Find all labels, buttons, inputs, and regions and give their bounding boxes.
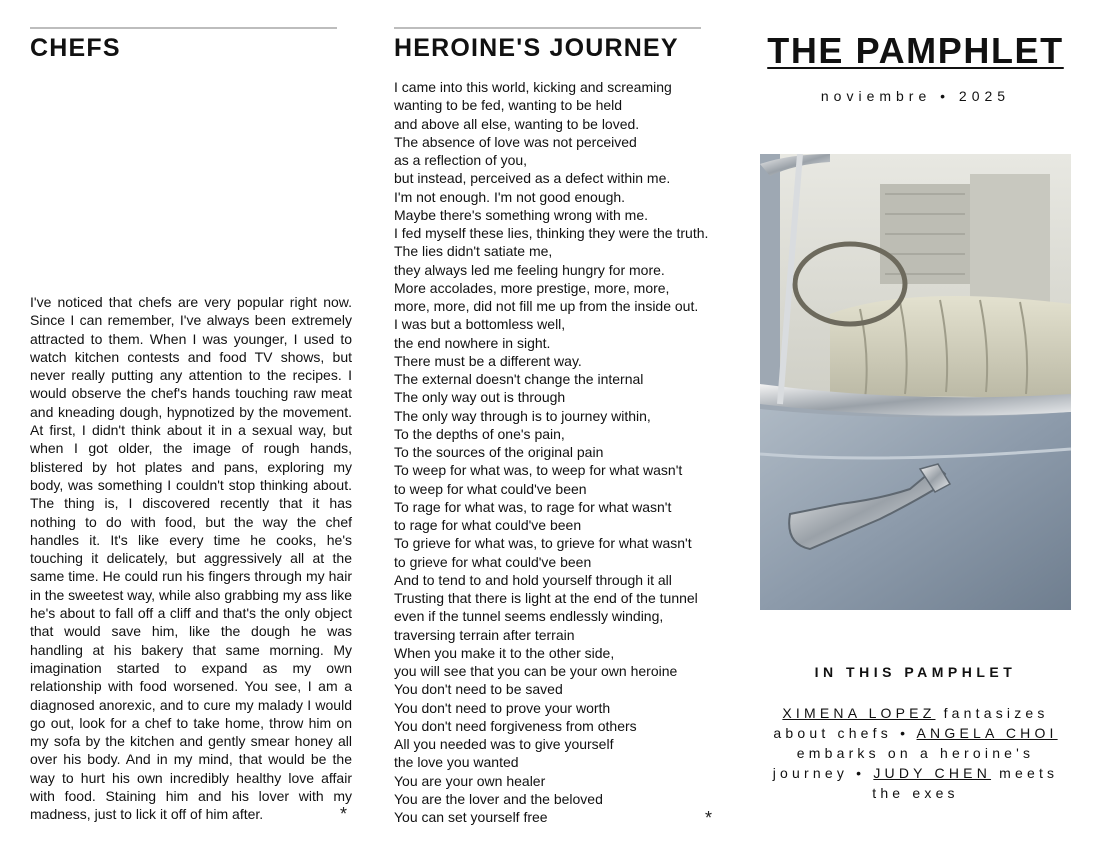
- poem-line: To the depths of one's pain,: [394, 425, 565, 442]
- paragraph-line: touching it delicately, but aggressively all at the: [30, 550, 352, 567]
- poem-line: as a reflection of you,: [394, 152, 528, 168]
- masthead-column: [760, 0, 1071, 850]
- end-mark: *: [340, 804, 348, 824]
- chefs-column: [30, 0, 352, 850]
- toc-author: ANGELA CHOI: [916, 725, 1058, 741]
- poem-line: You don't need to be saved: [394, 681, 563, 698]
- paragraph-line: watch kitchen contests and food TV shows, but: [30, 348, 352, 365]
- toc-author: XIMENA LOPEZ: [782, 705, 936, 721]
- poem-line: to rage for what could've been: [394, 517, 582, 533]
- paragraph-line: The thing is, I discovered recently that it has: [30, 495, 352, 512]
- paragraph-line: with food. Staining him and his lover with my: [30, 788, 352, 805]
- paragraph-line: Since I can remember, I've always been extremely: [30, 312, 352, 329]
- poem-line: You don't need forgiveness from others: [394, 717, 637, 734]
- paragraph-line: madness, just to lick it off of him after.: [30, 806, 264, 823]
- poem-line: Trusting that there is light at the end of the tunnel: [394, 590, 698, 606]
- toc-separator: •: [900, 725, 910, 741]
- toc-heading: IN THIS PAMPHLET: [814, 664, 1017, 680]
- table-of-contents: [760, 703, 1071, 803]
- heroine-poem: [394, 78, 716, 826]
- paragraph-line: way to hurt his own incredibly healthy love affair: [30, 769, 352, 786]
- paragraph-line: never really putting any attention to the recipes. I: [30, 367, 352, 384]
- paragraph-line: he's about to fall off a cliff and that's the only object: [30, 605, 352, 622]
- poem-line: The only way out is through: [394, 389, 566, 406]
- poem-line: All you needed was to give yourself: [394, 736, 614, 752]
- paragraph-line: nothing to do with food, but the way the chef: [30, 513, 352, 530]
- toc-separator: •: [856, 765, 866, 781]
- poem-line: but instead, perceived as a defect within me.: [394, 170, 671, 187]
- poem-line: When you make it to the other side,: [394, 644, 615, 661]
- chefs-paragraph: [30, 293, 352, 824]
- column-rule: [30, 27, 337, 29]
- poem-line: To the sources of the original pain: [394, 444, 604, 460]
- poem-line: The absence of love was not perceived: [394, 133, 637, 150]
- poem-line: To weep for what was, to weep for what wasn't: [394, 462, 683, 479]
- poem-line: The only way through is to journey within,: [394, 407, 651, 424]
- column-rule: [394, 27, 701, 29]
- paragraph-line: handling at his bakery that same morning. My: [30, 641, 352, 658]
- poem-line: And to tend to and hold yourself through it all: [394, 571, 672, 588]
- poem-line: to weep for what could've been: [394, 480, 587, 497]
- poem-line: traversing terrain after terrain: [394, 626, 575, 643]
- poem-line: and above all else, wanting to be loved.: [394, 115, 640, 132]
- poem-line: The external doesn't change the internal: [394, 371, 644, 387]
- paragraph-line: my sofa by the kitchen and gently smear honey all: [30, 733, 352, 750]
- poem-line: more, more, did not fill me up from the inside out.: [394, 298, 699, 314]
- paragraph-line: in the sweetest way, while also grabbing my ass like: [30, 586, 352, 603]
- paragraph-line: over his body. And in my mind, that would be the: [30, 751, 352, 768]
- paragraph-line: diagnosed anorexic, and to cure my malady I would: [30, 696, 352, 713]
- heroine-column: [394, 0, 716, 850]
- paragraph-line: body, was something I couldn't stop thinking about.: [30, 476, 352, 493]
- poem-line: More accolades, more prestige, more, more,: [394, 279, 670, 296]
- heroine-heading: HEROINE'S JOURNEY: [394, 34, 679, 62]
- poem-line: I came into this world, kicking and screaming: [394, 79, 672, 95]
- paragraph-line: that would save him, like the dough he was: [30, 623, 352, 640]
- paragraph-line: go out, look for a chef to take home, throw him on: [30, 714, 352, 731]
- paragraph-line: would observe the chef's hands touching raw meat: [30, 385, 352, 402]
- poem-line: I'm not enough. I'm not good enough.: [394, 188, 626, 205]
- poem-line: the love you wanted: [394, 754, 519, 771]
- car-interior-photo: [760, 154, 1071, 610]
- issue-date: noviembre • 2025: [820, 88, 1011, 104]
- paragraph-line: imagination started to expand as my own: [30, 659, 352, 676]
- pamphlet-title: THE PAMPHLET: [767, 30, 1064, 71]
- paragraph-line: when I got older, the image of rough hands,: [30, 440, 352, 457]
- poem-line: wanting to be fed, wanting to be held: [394, 97, 623, 114]
- poem-line: The lies didn't satiate me,: [394, 243, 553, 260]
- poem-line: the end nowhere in sight.: [394, 334, 551, 351]
- poem-line: to grieve for what could've been: [394, 553, 592, 570]
- poem-line: You don't need to prove your worth: [394, 699, 611, 716]
- paragraph-line: I've noticed that chefs are very popular right now.: [30, 294, 352, 310]
- poem-line: even if the tunnel seems endlessly winding,: [394, 608, 664, 625]
- paragraph-line: blistered by hot plates and pans, exploring my: [30, 458, 352, 475]
- paragraph-line: and kneading dough, hypnotized by the movement.: [30, 403, 352, 420]
- poem-line: You are the lover and the beloved: [394, 790, 603, 807]
- paragraph-line: handles it. It's like every time he cooks, he's: [30, 531, 352, 548]
- paragraph-line: attracted to them. When I was younger, I used to: [30, 330, 352, 347]
- poem-line: You are your own healer: [394, 772, 546, 789]
- paragraph-line: At first, I didn't think about it in a sexual way, but: [30, 422, 352, 439]
- toc-description: fantasizes about chefs: [773, 705, 1049, 741]
- paragraph-line: same time. He could run his fingers through my hair: [30, 568, 352, 585]
- poem-line: You can set yourself free: [394, 809, 548, 825]
- poem-line: I was but a bottomless well,: [394, 316, 566, 333]
- poem-line: you will see that you can be your own heroine: [394, 663, 678, 679]
- poem-line: they always led me feeling hungry for more.: [394, 261, 665, 278]
- toc-description: meets the exes: [872, 765, 1059, 801]
- poem-line: To grieve for what was, to grieve for what wasn't: [394, 535, 692, 552]
- end-mark: *: [705, 808, 713, 828]
- chefs-heading: CHEFS: [30, 34, 121, 62]
- poem-line: There must be a different way.: [394, 352, 582, 369]
- toc-author: JUDY CHEN: [873, 765, 992, 781]
- paragraph-line: relationship with food worsened. You see, I am a: [30, 678, 352, 695]
- poem-line: I fed myself these lies, thinking they were the truth.: [394, 225, 709, 241]
- poem-line: To rage for what was, to rage for what wasn't: [394, 498, 672, 515]
- toc-description: embarks on a heroine's journey: [772, 745, 1035, 781]
- poem-line: Maybe there's something wrong with me.: [394, 206, 649, 223]
